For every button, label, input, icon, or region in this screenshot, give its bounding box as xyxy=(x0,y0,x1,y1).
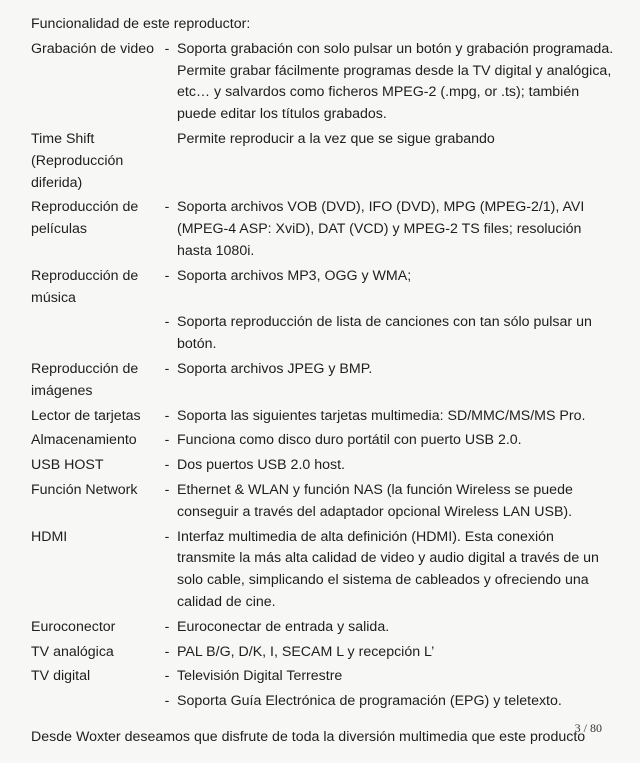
feature-description: Soporta reproducción de lista de canciones con tan sólo pulsar un botón. xyxy=(177,314,592,353)
feature-row xyxy=(31,129,616,194)
feature-label: TV analógica xyxy=(31,643,114,660)
feature-description: Soporta archivos JPEG y BMP. xyxy=(177,360,373,377)
feature-dash: - xyxy=(164,407,170,424)
feature-description: PAL B/G, D/K, I, SECAM L y recepción L’ xyxy=(177,643,435,660)
document-page xyxy=(31,14,616,763)
feature-description: Soporta Guía Electrónica de programación (EPG) y teletexto. xyxy=(177,693,562,710)
feature-dash: - xyxy=(164,668,170,685)
feature-dash: - xyxy=(164,481,170,498)
feature-dash: - xyxy=(164,40,170,57)
closing-paragraph: Desde Woxter deseamos que disfrute de toda la diversión multimedia que este producto xyxy=(31,728,586,745)
feature-label: USB HOST xyxy=(31,457,104,474)
feature-dash: - xyxy=(164,693,170,710)
feature-description: Dos puertos USB 2.0 host. xyxy=(177,457,345,474)
feature-description: Euroconectar de entrada y salida. xyxy=(177,618,390,635)
feature-label: Lector de tarjetas xyxy=(31,407,141,424)
feature-row xyxy=(31,39,616,126)
page-number: 3 / 80 xyxy=(574,721,602,735)
feature-row xyxy=(31,406,616,428)
feature-description: Soporta grabación con solo pulsar un botón y grabación programada. Permite grabar fácilmente programas desde la TV digital y analógica, etc… y salvardos como ficheros MPEG-2 (.mpg, or .ts); también puede editar los títulos grabados. xyxy=(177,40,614,123)
feature-label: Reproducción de imágenes xyxy=(31,360,139,399)
feature-dash: - xyxy=(164,528,170,545)
feature-label: Reproducción de películas xyxy=(31,199,139,238)
feature-dash: - xyxy=(164,360,170,377)
feature-row xyxy=(31,430,616,452)
feature-dash: - xyxy=(164,314,170,331)
feature-row xyxy=(31,642,616,664)
feature-label: Función Network xyxy=(31,481,138,498)
feature-row xyxy=(31,691,616,713)
feature-row xyxy=(31,666,616,688)
feature-label: Grabación de video xyxy=(31,40,155,57)
feature-dash: - xyxy=(164,643,170,660)
feature-label: Time Shift (Reproducción diferida) xyxy=(31,130,124,191)
feature-row xyxy=(31,197,616,262)
intro-heading: Funcionalidad de este reproductor: xyxy=(31,16,251,32)
feature-description: Ethernet & WLAN y función NAS (la función Wireless se puede conseguir a través del adaptador opcional Wireless LAN USB). xyxy=(177,481,573,520)
feature-dash: - xyxy=(164,432,170,449)
feature-description: Funciona como disco duro portátil con puerto USB 2.0. xyxy=(177,432,522,449)
feature-description: Interfaz multimedia de alta definición (HDMI). Esta conexión transmite la más alta calidad de video y audio digital a través de un solo cable, simplicando el sistema de cableados y ofreciendo una calidad de cine. xyxy=(177,528,599,610)
feature-dash: - xyxy=(164,199,170,216)
feature-description: Soporta archivos MP3, OGG y WMA; xyxy=(177,267,412,284)
feature-label: HDMI xyxy=(31,528,68,545)
feature-description: Soporta archivos VOB (DVD), IFO (DVD), MPG (MPEG-2/1), AVI (MPEG-4 ASP: XviD), DAT (VCD) y MPEG-2 TS files; resolución hasta 1080i. xyxy=(177,199,585,259)
feature-dash: - xyxy=(164,618,170,635)
feature-row xyxy=(31,480,616,524)
feature-row xyxy=(31,617,616,639)
feature-label: TV digital xyxy=(31,668,91,685)
feature-label: Euroconector xyxy=(31,618,116,635)
feature-row xyxy=(31,266,616,310)
feature-dash: - xyxy=(164,457,170,474)
feature-dash: - xyxy=(164,267,170,284)
feature-label: Almacenamiento xyxy=(31,432,137,449)
feature-row xyxy=(31,455,616,477)
feature-row xyxy=(31,527,616,614)
feature-description: Permite reproducir a la vez que se sigue grabando xyxy=(177,130,495,147)
feature-description: Soporta las siguientes tarjetas multimedia: SD/MMC/MS/MS Pro. xyxy=(177,407,586,424)
feature-label: Reproducción de música xyxy=(31,267,139,306)
feature-row xyxy=(31,312,616,356)
feature-description: Televisión Digital Terrestre xyxy=(177,668,343,685)
feature-row xyxy=(31,359,616,403)
